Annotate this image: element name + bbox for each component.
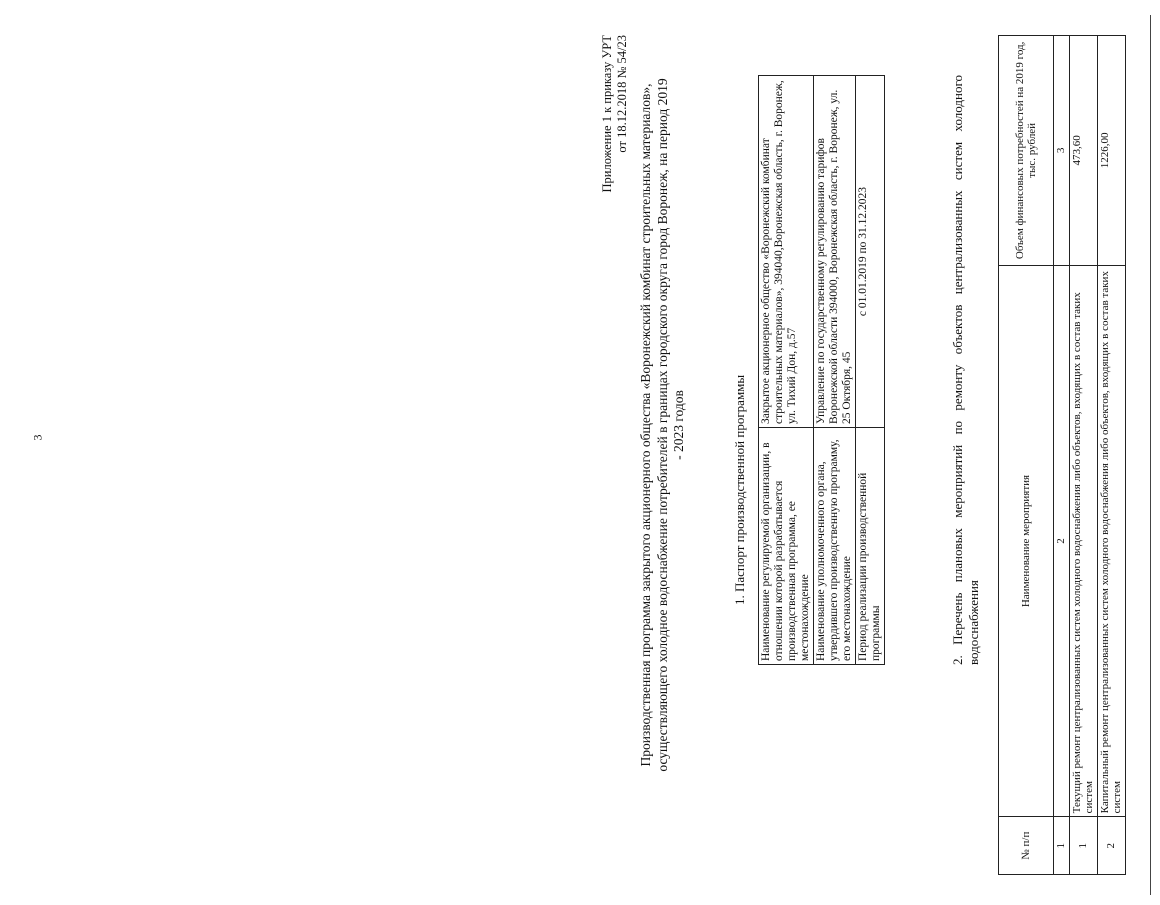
activity-name: Капитальный ремонт централизованных систем холодного водоснабжения либо объектов, входящих в состав таких систем [1097, 265, 1125, 817]
column-header-number: № п/п [999, 817, 1054, 875]
passport-label: Наименование уполномоченного органа, утвердившего производственную программу, его местонахождение [814, 428, 856, 665]
column-number: 1 [1054, 817, 1070, 875]
passport-value: с 01.01.2019 по 31.12.2023 [856, 76, 885, 428]
annex-line-1: Приложение 1 к приказу УРТ [600, 35, 614, 193]
plan-table [998, 35, 1126, 875]
section-2-heading: 2. Перечень плановых мероприятий по ремонту объектов централизованных систем холодного водоснабжения [950, 75, 981, 665]
row-number: 1 [1069, 817, 1097, 875]
table-header-row [999, 36, 1054, 875]
page-number: 3 [30, 434, 45, 441]
annex-reference [600, 35, 630, 275]
column-number-row [1054, 36, 1070, 875]
rotated-sheet [600, 15, 1160, 895]
table-row [856, 76, 885, 665]
table-row [1069, 36, 1097, 875]
table-row [1097, 36, 1125, 875]
annex-line-2: от 18.12.2018 № 54/23 [615, 35, 629, 153]
activity-amount: 473,60 [1069, 36, 1097, 266]
activity-name: Текущий ремонт централизованных систем холодного водоснабжения либо объектов, входящих в состав таких систем [1069, 265, 1097, 817]
column-header-amount: Объем финансовых потребностей на 2019 год, тыс. рублей [999, 36, 1054, 266]
passport-table [758, 75, 885, 665]
table-row [814, 76, 856, 665]
column-number: 3 [1054, 36, 1070, 266]
table-row [759, 76, 814, 665]
column-header-name: Наименование мероприятия [999, 265, 1054, 817]
page-bottom-rule [1150, 15, 1151, 895]
activity-amount: 1226,00 [1097, 36, 1125, 266]
passport-label: Наименование регулируемой организации, в отношении которой разрабатывается производственная программа, ее местонахождение [759, 428, 814, 665]
row-number: 2 [1097, 817, 1125, 875]
section-1-heading: 1. Паспорт производственной программы [732, 374, 747, 605]
column-number: 2 [1054, 265, 1070, 817]
passport-value: Закрытое акционерное общество «Воронежский комбинат строительных материалов», 394040,Воронежская область, г. Воронеж, ул. Тихий Дон, д.57 [759, 76, 814, 428]
passport-label: Период реализации производственной программы [856, 428, 885, 665]
passport-value: Управление по государственному регулированию тарифов Воронежской области 394000, Воронежская область, г. Воронеж, ул. 25 Октября, 45 [814, 76, 856, 428]
document-title: Производственная программа закрытого акционерного общества «Воронежский комбинат строительных материалов», осуществляющего холодное водоснабжение потребителей в границах городского округа город Воронеж, на период 2019 - 2023 годов [638, 78, 686, 772]
